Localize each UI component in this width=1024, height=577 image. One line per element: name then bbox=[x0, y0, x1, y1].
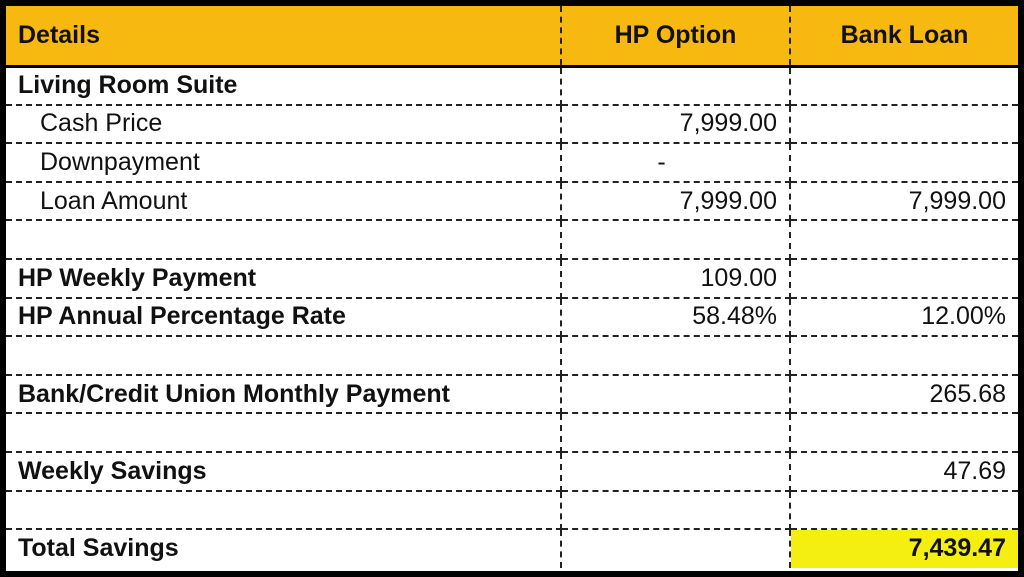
cell-bank-monthly-payment[interactable]: 265.68 bbox=[790, 375, 1018, 414]
cell-bank-loan-amount[interactable]: 7,999.00 bbox=[790, 182, 1018, 221]
row-label-living-room-suite[interactable]: Living Room Suite bbox=[6, 66, 561, 105]
row-label-downpayment[interactable]: Downpayment bbox=[6, 143, 561, 182]
empty-cell[interactable] bbox=[790, 220, 1018, 259]
cell-bank[interactable] bbox=[790, 66, 1018, 105]
table-row bbox=[6, 452, 1018, 491]
empty-cell[interactable] bbox=[790, 491, 1018, 530]
cell-hp-apr[interactable]: 58.48% bbox=[561, 298, 790, 337]
row-label-hp-apr[interactable]: HP Annual Percentage Rate bbox=[6, 298, 561, 337]
row-label-hp-weekly-payment[interactable]: HP Weekly Payment bbox=[6, 259, 561, 298]
empty-cell[interactable] bbox=[561, 220, 790, 259]
header-bank-loan: Bank Loan bbox=[790, 6, 1018, 66]
empty-cell[interactable] bbox=[6, 491, 561, 530]
row-label-weekly-savings[interactable]: Weekly Savings bbox=[6, 452, 561, 491]
cell-hp-cash-price[interactable]: 7,999.00 bbox=[561, 105, 790, 144]
comparison-table bbox=[6, 6, 1018, 568]
empty-cell[interactable] bbox=[6, 413, 561, 452]
table-row bbox=[6, 491, 1018, 530]
cell-bank[interactable] bbox=[790, 143, 1018, 182]
spreadsheet-sheet bbox=[6, 6, 1018, 571]
row-label-cash-price[interactable]: Cash Price bbox=[6, 105, 561, 144]
cell-hp-downpayment[interactable]: - bbox=[561, 143, 790, 182]
row-label-loan-amount[interactable]: Loan Amount bbox=[6, 182, 561, 221]
table-row bbox=[6, 336, 1018, 375]
table-row bbox=[6, 413, 1018, 452]
row-label-monthly-payment[interactable]: Bank/Credit Union Monthly Payment bbox=[6, 375, 561, 414]
empty-cell[interactable] bbox=[561, 491, 790, 530]
header-hp-option: HP Option bbox=[561, 6, 790, 66]
cell-hp-weekly-payment[interactable]: 109.00 bbox=[561, 259, 790, 298]
empty-cell[interactable] bbox=[6, 336, 561, 375]
table-row bbox=[6, 259, 1018, 298]
cell-total-savings-highlight[interactable]: 7,439.47 bbox=[790, 529, 1018, 568]
header-details: Details bbox=[6, 6, 561, 66]
cell-hp[interactable] bbox=[561, 452, 790, 491]
empty-cell[interactable] bbox=[561, 336, 790, 375]
table-row bbox=[6, 143, 1018, 182]
cell-hp-loan-amount[interactable]: 7,999.00 bbox=[561, 182, 790, 221]
empty-cell[interactable] bbox=[561, 413, 790, 452]
header-row bbox=[6, 6, 1018, 66]
cell-bank-apr[interactable]: 12.00% bbox=[790, 298, 1018, 337]
empty-cell[interactable] bbox=[790, 413, 1018, 452]
cell-hp[interactable] bbox=[561, 66, 790, 105]
table-row bbox=[6, 182, 1018, 221]
row-label-total-savings[interactable]: Total Savings bbox=[6, 529, 561, 568]
cell-bank[interactable] bbox=[790, 259, 1018, 298]
empty-cell[interactable] bbox=[790, 336, 1018, 375]
empty-cell[interactable] bbox=[6, 220, 561, 259]
cell-bank-weekly-savings[interactable]: 47.69 bbox=[790, 452, 1018, 491]
total-row bbox=[6, 529, 1018, 568]
cell-hp[interactable] bbox=[561, 529, 790, 568]
table-row bbox=[6, 298, 1018, 337]
cell-bank[interactable] bbox=[790, 105, 1018, 144]
table-row bbox=[6, 375, 1018, 414]
table-row bbox=[6, 105, 1018, 144]
table-row bbox=[6, 66, 1018, 105]
table-row bbox=[6, 220, 1018, 259]
cell-hp[interactable] bbox=[561, 375, 790, 414]
